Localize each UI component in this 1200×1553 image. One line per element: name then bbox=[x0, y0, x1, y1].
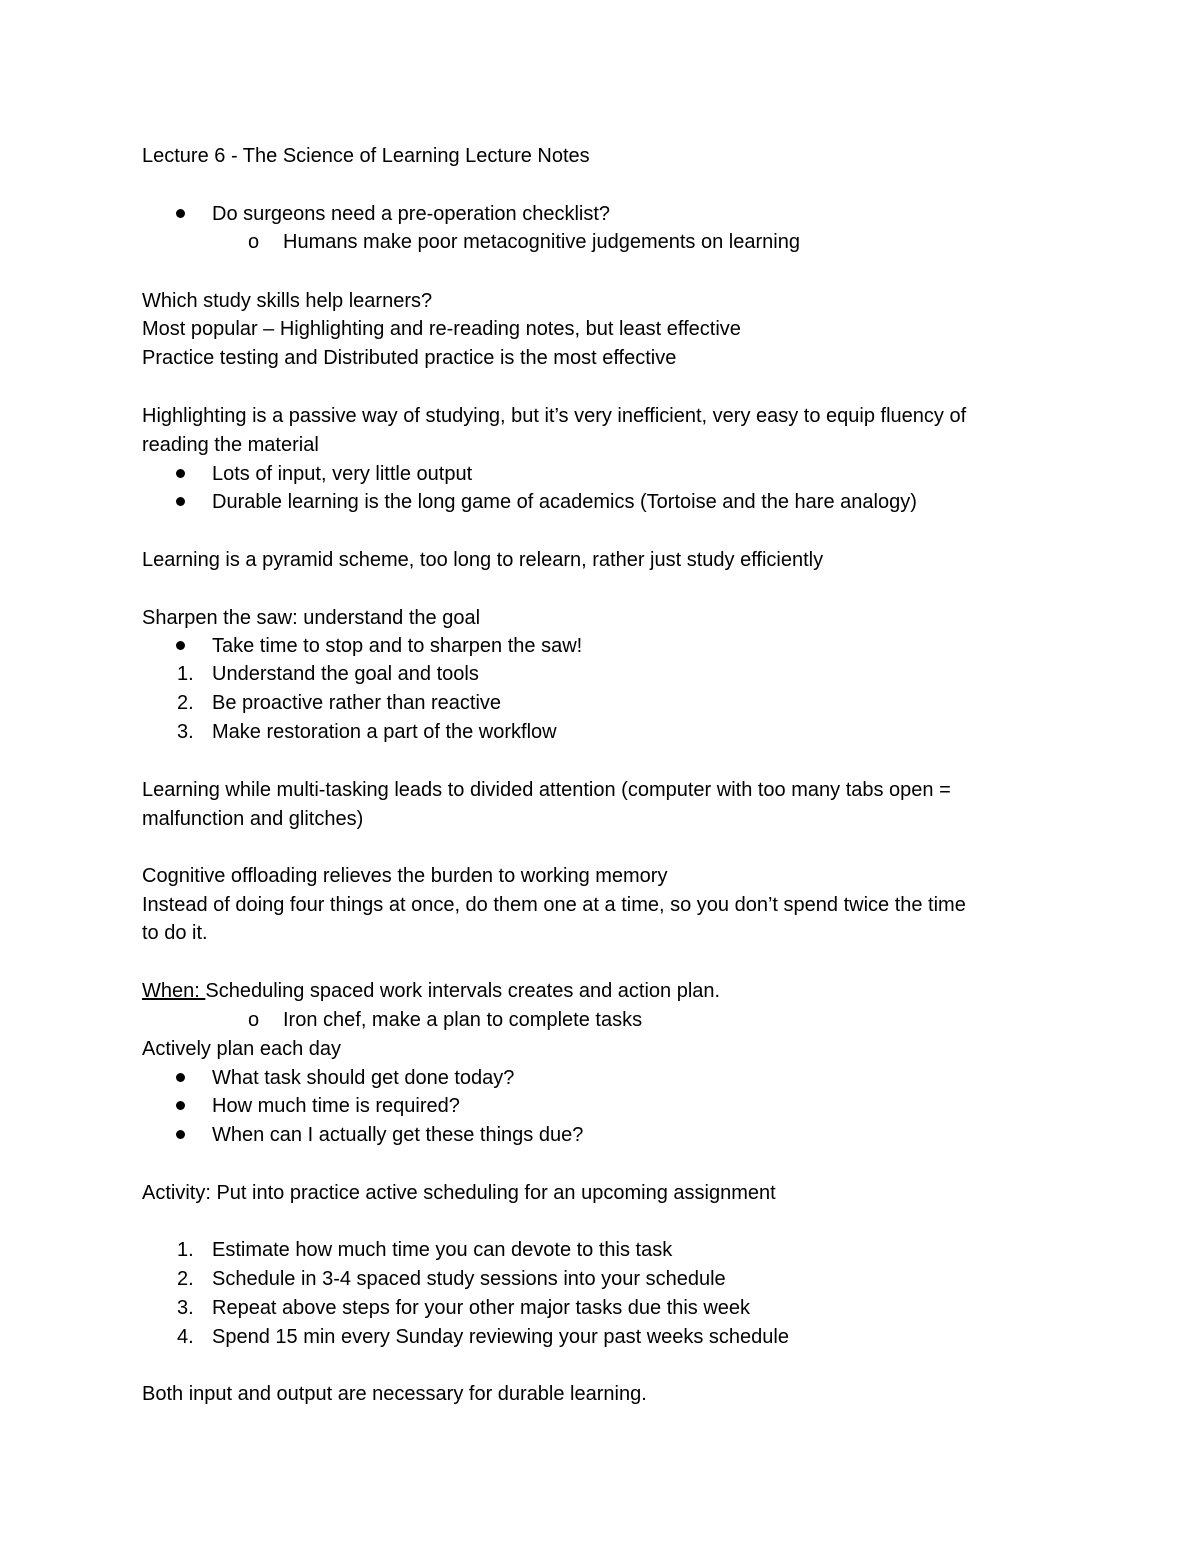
list-item-text: Make restoration a part of the workflow bbox=[212, 721, 557, 743]
document-title: Lecture 6 - The Science of Learning Lecture Notes bbox=[142, 145, 590, 167]
list-item-text: Be proactive rather than reactive bbox=[212, 692, 502, 714]
bullet-marker bbox=[176, 1101, 185, 1110]
sub-bullet-text: Iron chef, make a plan to complete tasks bbox=[283, 1009, 643, 1031]
bullet-marker bbox=[176, 469, 185, 478]
paragraph-line: Instead of doing four things at once, do them one at a time, so you don’t spend twice the time bbox=[142, 894, 966, 916]
paragraph-line: Activity: Put into practice active scheduling for an upcoming assignment bbox=[142, 1182, 776, 1204]
bullet-text: How much time is required? bbox=[212, 1095, 460, 1117]
list-number: 4. bbox=[177, 1326, 194, 1348]
paragraph-line: reading the material bbox=[142, 434, 319, 456]
list-number: 1. bbox=[177, 1239, 194, 1261]
when-text: Scheduling spaced work intervals creates and action plan. bbox=[205, 980, 721, 1002]
bullet-marker bbox=[176, 1130, 185, 1139]
paragraph-line: Cognitive offloading relieves the burden to working memory bbox=[142, 865, 668, 887]
paragraph-line: Most popular – Highlighting and re-reading notes, but least effective bbox=[142, 318, 741, 340]
bullet-marker bbox=[176, 497, 185, 506]
paragraph-line: Practice testing and Distributed practice is the most effective bbox=[142, 347, 677, 369]
list-number: 3. bbox=[177, 721, 194, 743]
list-item-text: Understand the goal and tools bbox=[212, 663, 479, 685]
bullet-text: Take time to stop and to sharpen the saw! bbox=[212, 635, 583, 657]
list-item-text: Spend 15 min every Sunday reviewing your past weeks schedule bbox=[212, 1326, 789, 1348]
bullet-text: What task should get done today? bbox=[212, 1067, 515, 1089]
paragraph-line: Which study skills help learners? bbox=[142, 290, 433, 312]
paragraph-line: Highlighting is a passive way of studying, but it’s very inefficient, very easy to equip fluency of bbox=[142, 405, 967, 427]
paragraph-line bbox=[142, 978, 720, 1004]
paragraph-line: Actively plan each day bbox=[142, 1038, 342, 1060]
paragraph-line: to do it. bbox=[142, 922, 208, 944]
sub-bullet-marker: o bbox=[248, 231, 260, 253]
bullet-text: Durable learning is the long game of academics (Tortoise and the hare analogy) bbox=[212, 491, 917, 513]
bullet-marker bbox=[176, 1073, 185, 1082]
paragraph-line: Learning is a pyramid scheme, too long to relearn, rather just study efficiently bbox=[142, 549, 824, 571]
list-number: 2. bbox=[177, 692, 194, 714]
bullet-text: Lots of input, very little output bbox=[212, 463, 473, 485]
list-item-text: Repeat above steps for your other major tasks due this week bbox=[212, 1297, 751, 1319]
list-item-text: Schedule in 3-4 spaced study sessions into your schedule bbox=[212, 1268, 726, 1290]
when-label: When: bbox=[142, 980, 206, 1002]
sub-bullet-text: Humans make poor metacognitive judgements on learning bbox=[283, 231, 800, 253]
sub-bullet-marker: o bbox=[248, 1009, 260, 1031]
paragraph-line: Sharpen the saw: understand the goal bbox=[142, 607, 481, 629]
list-number: 2. bbox=[177, 1268, 194, 1290]
bullet-text: When can I actually get these things due? bbox=[212, 1124, 584, 1146]
paragraph-line: Both input and output are necessary for durable learning. bbox=[142, 1383, 647, 1405]
list-number: 1. bbox=[177, 663, 194, 685]
list-item-text: Estimate how much time you can devote to this task bbox=[212, 1239, 673, 1261]
bullet-marker bbox=[176, 209, 185, 218]
bullet-marker bbox=[176, 641, 185, 650]
paragraph-line: malfunction and glitches) bbox=[142, 808, 364, 830]
bullet-text: Do surgeons need a pre-operation checklist? bbox=[212, 203, 611, 225]
list-number: 3. bbox=[177, 1297, 194, 1319]
paragraph-line: Learning while multi-tasking leads to divided attention (computer with too many tabs open = bbox=[142, 779, 951, 801]
